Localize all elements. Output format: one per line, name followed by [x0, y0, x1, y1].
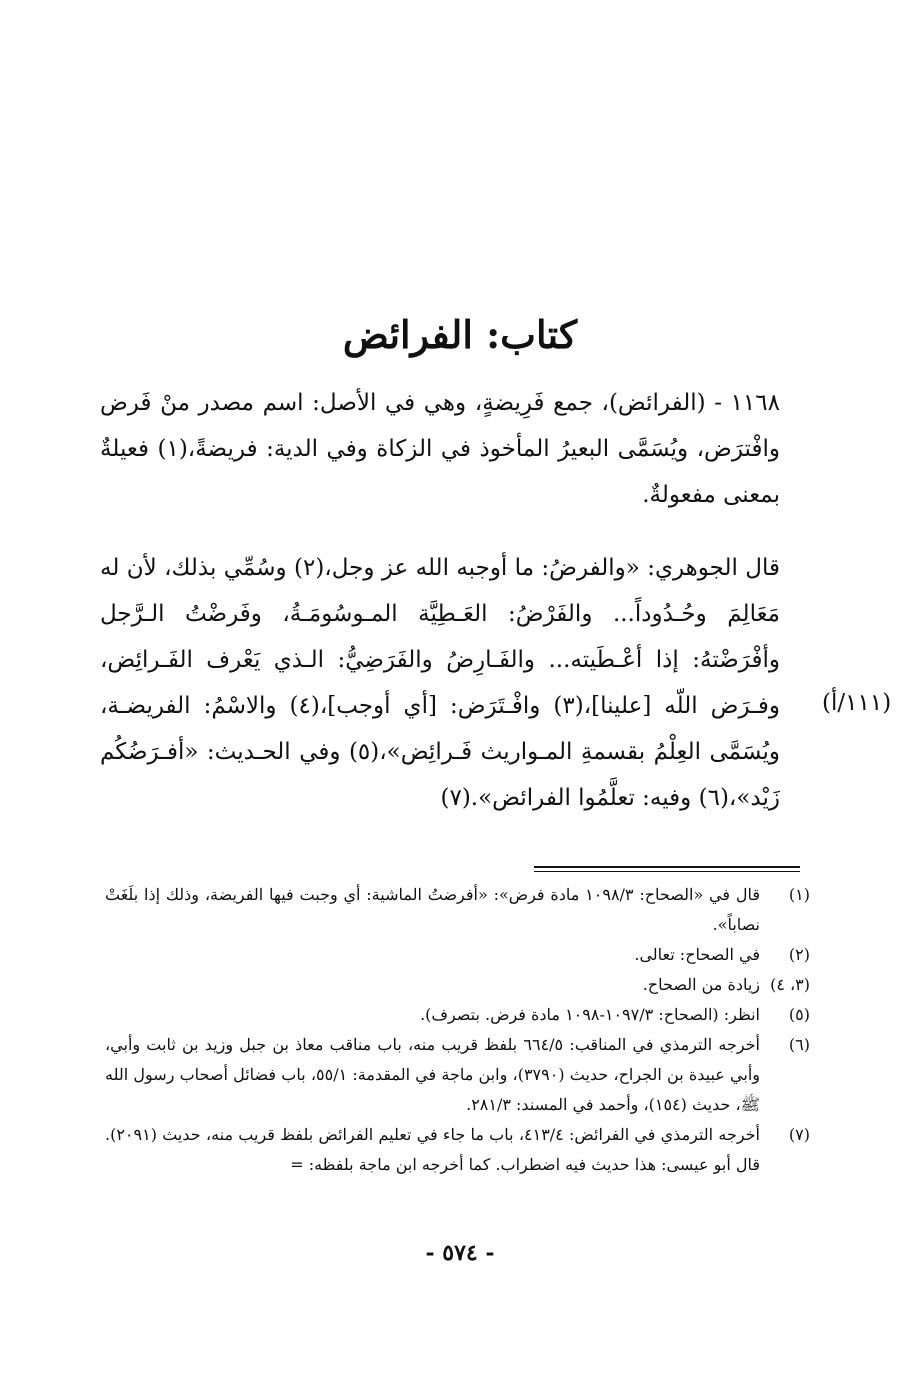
footnote-text: زيادة من الصحاح. — [642, 975, 760, 994]
footnote-text: انظر: (الصحاح: ١٠٩٧/٣-١٠٩٨ مادة فرض. بتصرف). — [420, 1005, 760, 1024]
footnote-item — [105, 970, 810, 1000]
footnote-number: (٦) — [788, 1035, 810, 1054]
footnote-text: أخرجه الترمذي في المناقب: ٦٦٤/٥ بلفظ قريب منه، باب مناقب معاذ بن جبل وزيد بن ثابت وأبي، وأبي عبيدة بن الجراح، حديث (٣٧٩٠)، وابن ماجة في المقدمة: ٥٥/١، باب فضائل أصحاب رسول الله ﷺ، حديث (١٥٤)، وأحمد في المسند: ٢٨١/٣. — [105, 1035, 761, 1114]
page-number: - ٥٧٤ - — [425, 1240, 495, 1266]
footnote-item — [105, 1120, 810, 1180]
footnote-text: أخرجه الترمذي في الفرائض: ٤١٣/٤، باب ما جاء في تعليم الفرائض بلفظ قريب منه، حديث (٢٠٩١). قال أبو عيسى: هذا حديث فيه اضطراب. كما أخرجه ابن ماجة بلفظه: = — [105, 1125, 761, 1174]
footnote-number: (١) — [788, 885, 810, 904]
footnote-item — [105, 1000, 810, 1030]
footnote-text: في الصحاح: تعالى. — [634, 945, 760, 964]
footnote-separator — [534, 866, 800, 868]
page-title: كتاب: الفرائض — [342, 312, 578, 357]
paragraph-text: قال الجوهري: «والفرضُ: ما أوجبه الله عز وجل،(٢) وسُمِّي بذلك، لأن له مَعَالِمَ وحُـدُوداً... والفَرْضُ: العَـطِيَّة المـوسُومَـةُ، وفَرضْتُ الـرَّجل وأفْرَضْتهُ: إذا أعْـطَيته... والفَـارِضُ والفَرَضِيُّ: الـذي يَعْرف الفَـرائِض، وفـرَض اللّه [علينا]،(٣) وافْـتَرَض: [أي أوجب]،(٤) والاسْمُ: الفريضـة، ويُسَمَّى العِلْمُ بقسمةِ المـواريث فَـرائِض»،(٥) وفي الحـديث: «أفـرَضُكُم زَيْد»،(٦) وفيه: تعلَّمُوا الفرائض».(٧) — [100, 555, 781, 811]
manuscript-folio-reference: (١١١/أ) — [822, 690, 892, 716]
footnote-item — [105, 880, 810, 940]
footnote-number: (٥) — [788, 1005, 810, 1024]
footnote-item — [105, 940, 810, 970]
footnote-number: (٧) — [788, 1125, 810, 1144]
paragraph-jawhari-quote — [100, 545, 810, 821]
footnote-number: (٣، ٤) — [770, 975, 810, 994]
paragraph-definition — [100, 380, 810, 518]
paragraph-text: ١١٦٨ - (الفرائض)، جمع فَرِيضةٍ، وهي في الأصل: اسم مصدر منْ فَرض وافْترَض، ويُسَمَّى البعيرُ المأخوذ في الزكاة وفي الدية: فريضةً،(١) فعيلةٌ بمعنى مفعولةٌ. — [100, 390, 780, 508]
footnote-item — [105, 1030, 810, 1120]
footnote-separator-thin — [534, 871, 800, 872]
footnote-text: قال في «الصحاح: ١٠٩٨/٣ مادة فرض»: «أفرضتُ الماشية: أي وجبت فيها الفريضة، وذلك إذا بلَغَتْ نصاباً». — [105, 885, 761, 934]
footnote-number: (٢) — [788, 945, 810, 964]
footnotes-section — [105, 880, 810, 1180]
